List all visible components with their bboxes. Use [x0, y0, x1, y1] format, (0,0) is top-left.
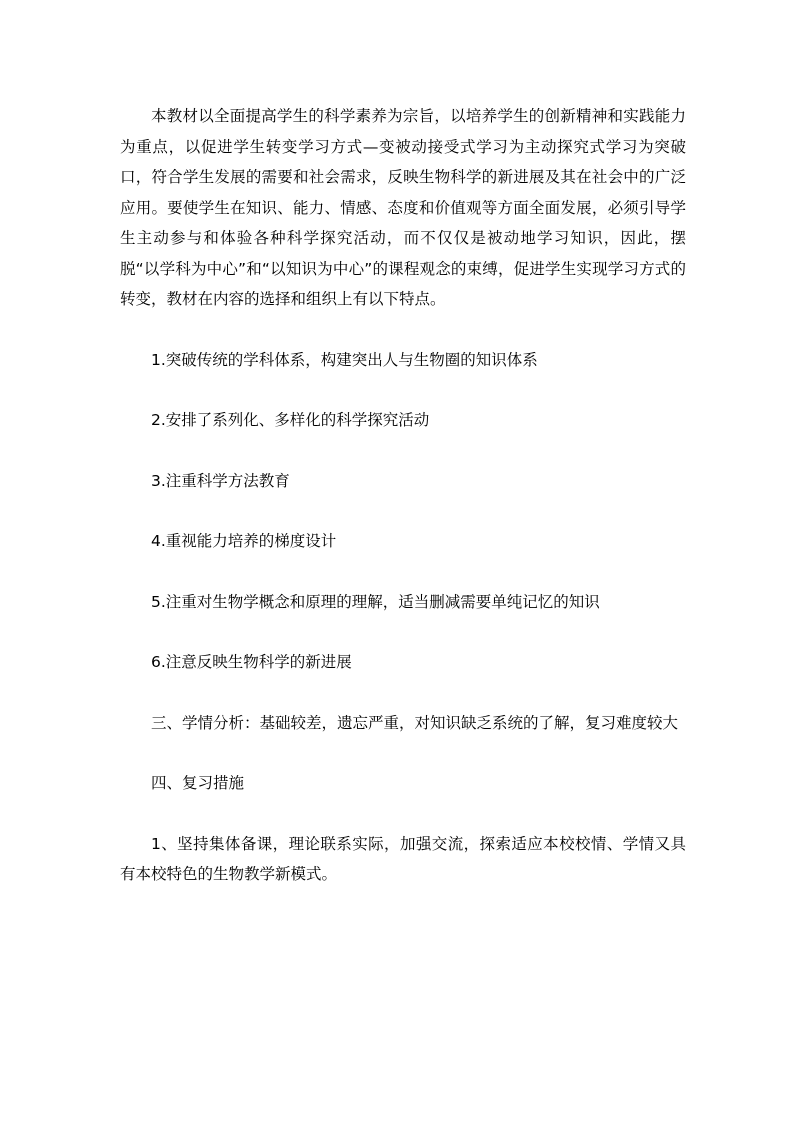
feature-item-1: 1.突破传统的学科体系，构建突出人与生物圈的知识体系	[151, 350, 538, 369]
section-four-heading: 四、复习措施	[151, 774, 245, 792]
feature-item-4: 4.重视能力培养的梯度设计	[151, 532, 337, 550]
intro-paragraph: 本教材以全面提高学生的科学素养为宗旨，以培养学生的创新精神和实践能力为重点，以促进学生转变学习方式—变被动接受式学习为主动探究式学习为突破口，符合学生发展的需要和社会需求，反映生物科学的新进展及其在社会中的广泛应用。要使学生在知识、能力、情感、态度和价值观等方面全面发展，必须引导学生主动参与和体验各种科学探究活动，而不仅仅是被动地学习知识，因此，摆脱“以学科为中心”和“以知识为中心”的课程观念的束缚，促进学生实现学习方式的转变，教材在内容的选择和组织上有以下特点。	[120, 107, 686, 308]
feature-item-3: 3.注重科学方法教育	[151, 471, 290, 490]
document-body	[120, 101, 686, 890]
feature-item-2: 2.安排了系列化、多样化的科学探究活动	[151, 411, 430, 429]
feature-item-5: 5.注重对生物学概念和原理的理解，适当删减需要单纯记忆的知识	[151, 592, 600, 611]
section-three-analysis: 三、学情分析：基础较差，遗忘严重，对知识缺乏系统的了解，复习难度较大	[151, 713, 679, 732]
feature-item-6: 6.注意反映生物科学的新进展	[151, 653, 352, 671]
measure-item-1: 1、坚持集体备课，理论联系实际，加强交流，探索适应本校校情、学情又具有本校特色的生物教学新模式。	[120, 834, 686, 883]
